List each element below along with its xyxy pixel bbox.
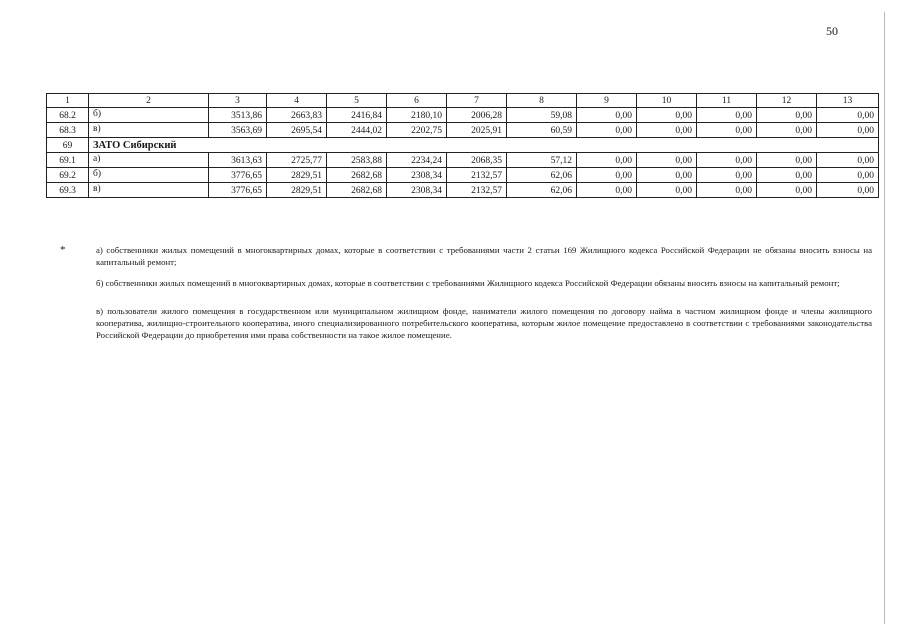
value-cell: 0,00 [817,168,879,183]
value-cell: 0,00 [577,168,637,183]
value-cell: 2829,51 [267,183,327,198]
value-cell: 0,00 [697,123,757,138]
column-number-header: 5 [327,94,387,108]
value-cell: 0,00 [697,153,757,168]
table-row [47,108,879,123]
footnote-asterisk: * [60,244,66,256]
row-number-cell: 69.2 [47,168,89,183]
value-cell: 0,00 [637,123,697,138]
value-cell: 2308,34 [387,183,447,198]
column-number-header: 12 [757,94,817,108]
footnote-b: б) собственники жилых помещений в многоквартирных домах, которые в соответствии с требованиями Жилищного кодекса Российской Федерации обязаны вносить взносы на капитальный ремонт; [96,278,840,288]
value-cell: 0,00 [697,168,757,183]
row-category-cell: б) [89,108,209,123]
value-cell: 2068,35 [447,153,507,168]
column-number-header: 8 [507,94,577,108]
value-cell: 0,00 [817,153,879,168]
column-number-header: 7 [447,94,507,108]
value-cell: 2583,88 [327,153,387,168]
value-cell: 2234,24 [387,153,447,168]
group-title-cell: ЗАТО Сибирский [89,138,267,153]
table-row [47,153,879,168]
table-header-row [47,94,879,108]
value-cell: 59,08 [507,108,577,123]
column-number-header: 1 [47,94,89,108]
value-cell: 2682,68 [327,183,387,198]
value-cell: 3513,86 [209,108,267,123]
row-number-cell: 69 [47,138,89,153]
value-cell: 62,06 [507,168,577,183]
column-number-header: 3 [209,94,267,108]
column-number-header: 10 [637,94,697,108]
value-cell: 0,00 [577,153,637,168]
column-number-header: 6 [387,94,447,108]
tariff-table [46,93,879,198]
footnote-a: а) собственники жилых помещений в многоквартирных домах, которые в соответствии с требованиями части 2 статьи 169 Жилищного кодекса Российской Федерации не обязаны вносить взносы на капитальный ремонт; [96,245,872,267]
row-category-cell: б) [89,168,209,183]
value-cell: 2025,91 [447,123,507,138]
value-cell: 0,00 [637,183,697,198]
value-cell: 0,00 [577,123,637,138]
value-cell: 3776,65 [209,183,267,198]
column-number-header: 2 [89,94,209,108]
value-cell: 2132,57 [447,183,507,198]
value-cell: 2829,51 [267,168,327,183]
column-number-header: 13 [817,94,879,108]
value-cell: 60,59 [507,123,577,138]
value-cell: 2132,57 [447,168,507,183]
column-number-header: 4 [267,94,327,108]
table-group-row [47,138,879,153]
value-cell: 0,00 [577,108,637,123]
table-row [47,183,879,198]
column-number-header: 9 [577,94,637,108]
value-cell: 0,00 [697,183,757,198]
value-cell: 0,00 [757,153,817,168]
value-cell: 2202,75 [387,123,447,138]
value-cell: 0,00 [757,168,817,183]
value-cell: 3613,63 [209,153,267,168]
value-cell: 2695,54 [267,123,327,138]
row-number-cell: 69.3 [47,183,89,198]
row-number-cell: 68.3 [47,123,89,138]
value-cell: 0,00 [817,183,879,198]
page-edge-line [884,12,885,624]
column-number-header: 11 [697,94,757,108]
value-cell: 2725,77 [267,153,327,168]
value-cell: 0,00 [757,183,817,198]
row-category-cell: в) [89,183,209,198]
value-cell: 0,00 [817,108,879,123]
footnote-c: в) пользователи жилого помещения в государственном или муниципальном жилищном фонде, наниматели жилого помещения по договору найма в частном жилищном фонде и члены жилищного кооператива, жилищно-строительного кооператива, иного специализированного потребительского кооператива, которым жилое помещение предоставлено в соответствии с требованиями законодательства Российской Федерации до приобретения ими права собственности на такое жилое помещение. [96,306,872,340]
value-cell: 62,06 [507,183,577,198]
value-cell: 0,00 [577,183,637,198]
value-cell: 2308,34 [387,168,447,183]
row-number-cell: 68.2 [47,108,89,123]
value-cell: 0,00 [637,168,697,183]
value-cell: 0,00 [757,108,817,123]
value-cell: 2416,84 [327,108,387,123]
value-cell: 0,00 [637,108,697,123]
value-cell: 0,00 [637,153,697,168]
value-cell: 3776,65 [209,168,267,183]
table-row [47,123,879,138]
row-category-cell: а) [89,153,209,168]
value-cell: 2663,83 [267,108,327,123]
group-empty-cell [267,138,879,153]
value-cell: 2180,10 [387,108,447,123]
value-cell: 2444,02 [327,123,387,138]
value-cell: 57,12 [507,153,577,168]
value-cell: 3563,69 [209,123,267,138]
value-cell: 0,00 [697,108,757,123]
page-number: 50 [826,24,838,38]
row-category-cell: в) [89,123,209,138]
value-cell: 2006,28 [447,108,507,123]
table-body [47,94,879,198]
table-row [47,168,879,183]
value-cell: 0,00 [757,123,817,138]
value-cell: 2682,68 [327,168,387,183]
value-cell: 0,00 [817,123,879,138]
row-number-cell: 69.1 [47,153,89,168]
